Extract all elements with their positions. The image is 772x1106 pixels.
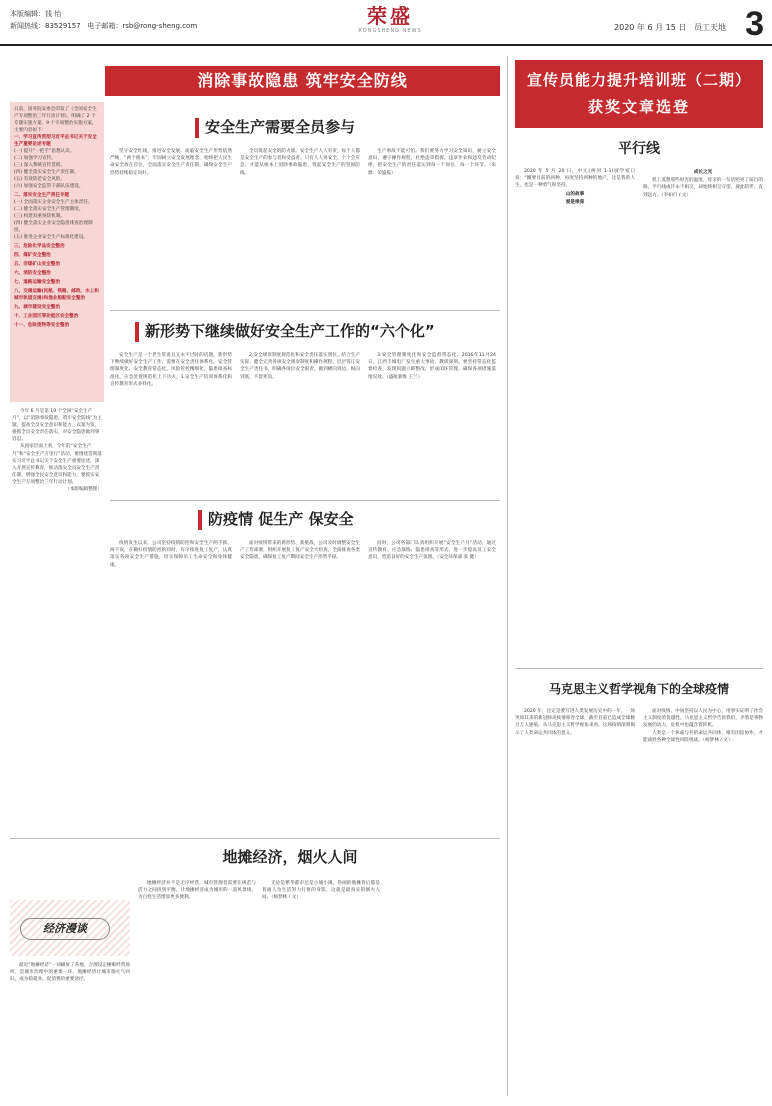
sign: （本版编辑整理） (65, 487, 102, 493)
masthead-info (10, 8, 197, 32)
right-header-box (515, 60, 763, 128)
sidebar-item: (二) 健全落实安全生产管理制度。 (14, 207, 84, 212)
economy-label (20, 918, 110, 940)
paragraph: 疫情发生以来，公司坚持疫情防控和安全生产两手抓、两不误，在做好疫情防控的同时，有序推进复工复产，认真落实各项安全生产措施，切实保障员工生命安全和身体健康。 (110, 541, 232, 568)
page-number: 3 (745, 5, 764, 43)
section2-column (110, 352, 232, 388)
sidebar-item: 一、学习宣传贯彻习近平总书记关于安全生产重要论述专题 (14, 135, 97, 147)
paragraph: 2020 年 5 月 20 日，中元(两河 1-1)厨学家口说：“概要目前的两种，再度坚持两种的地产，这是我的人生，也是一种勇气和坚持。 (515, 169, 635, 189)
paragraph: 面对疫情，中国坚持以人民为中心，用事实证明了社会主义制度的优越性。马克思主义哲学告诉我们，矛盾是事物发展的动力，危机中也蕴含着转机。 (643, 709, 763, 729)
section3-column (368, 540, 496, 562)
sidebar-item: (一) 提升“一把手”思想认识。 (14, 149, 75, 154)
sidebar-item: 八、交通运输(民航、铁路、邮政、水上和城市轨道交通)和渔业船舶安全整治 (14, 289, 99, 301)
section3-title: 防疫情 促生产 保安全 (208, 510, 354, 529)
sidebar-item: 六、消防安全整治 (14, 271, 51, 276)
paragraph: 今年 6 月是第 19 个全国“安全生产月”，以“消除事故隐患，筑牢安全防线”为主题，提高全员安全意识和能力，以案为鉴，狠抓全员安全责任落实，对安全隐患做到零容忍。 (12, 409, 102, 443)
sidebar-item: 十一、危险废物等安全整治 (14, 323, 70, 328)
paragraph: 安全生产是一个老生常谈且又永不过时的话题。新形势下继续做好安全生产工作，需要在安全责任体系化、安全管理制度化、安全教育常态化、风险管控精细化、隐患排查标准化、应急处置规范化上下功夫。1.安全生产培训体系化和宣传教育形式多样化。 (110, 353, 232, 387)
subhead: 山的故事 (565, 191, 585, 197)
paragraph: 坚守安全红线，推进安全发展。面临安全生产形势依然严峻，“两个根本”，牢固树立安全发展理念，始终把人民生命安全放在首位，全面落实安全生产责任制，确保安全生产形势持续稳定向好。 (110, 149, 232, 176)
date-section (614, 24, 726, 32)
right-bottom-column (515, 708, 635, 737)
sidebar-item: 二、落实安全生产责任专题 (14, 193, 70, 198)
sidebar-item: (五) 推进企业安全生产标准化建设。 (14, 235, 88, 240)
article-title: 平行线 (618, 141, 660, 157)
paragraph: 3.安全管理制度化和安全监督常态化。2016年11月24日，江西丰城电厂发生重大事故，教训深刻。要坚持常态化监督检查，发现问题立即整改，形成闭环管理，确保各项措施落地见效。（盛航新维 王兰） (368, 353, 496, 380)
sidebar-item: 五、非煤矿山安全整治 (14, 262, 60, 267)
sidebar-item: (三) 构建双重预防机制。 (14, 214, 65, 219)
sidebar-item: 七、道路运输安全整治 (14, 280, 60, 285)
issue-date: 2020 年 6 月 15 日 (614, 23, 687, 32)
section3-heading (198, 510, 353, 530)
section4-column (10, 962, 130, 984)
logo-subtitle: RONGSHENG NEWS (358, 28, 422, 34)
paragraph: 2020 年，注定是要写进人类发展历史中的一年，一场突如其来的新冠肺炎疫情席卷全球，截至目前已造成全球数百万人感染。从马克思主义哲学视角来看，这场疫情深刻揭示了人类命运共同体的意义。 (515, 709, 635, 736)
section2-column (368, 352, 496, 381)
right-bottom-title: 马克思主义哲学视角下的全球疫情 (548, 682, 729, 696)
section1-heading (195, 118, 355, 138)
sidebar-item: (二) 加强学习宣传。 (14, 156, 56, 161)
editor-line: 本版编辑：钱 怡 (10, 10, 62, 18)
sidebar-item: (三) 深入系统宣传贯彻。 (14, 163, 65, 168)
section1-title: 安全生产需要全员参与 (205, 118, 356, 137)
section-name: 员工天地 (694, 23, 726, 32)
sidebar-item: (四) 健全落实企业安全隐患排查治理制度。 (14, 221, 93, 233)
section2-heading (135, 322, 435, 342)
right-header-line1: 宣传员能力提升培训班（二期） (526, 71, 751, 89)
section2-column (240, 352, 360, 381)
right-header-line2: 获奖文章选登 (587, 98, 690, 116)
paragraph: 机上遥想那些时光的温度，母亲的一句话照亮了前行的路。平行线或许永不相交，却始终相互守望，彼此陪伴，直到远方。（李如行 / 文） (643, 178, 763, 198)
paragraph: 地摊经济并不是无序经营，城市管理者需要在规范与活力之间找到平衡，让地摊经济成为城市的一道风景线，为百姓生活增添更多便利。 (138, 881, 256, 901)
right-top-column (515, 168, 635, 207)
logo-text: 荣盛 (367, 4, 413, 28)
sidebar-item: 四、煤矿安全整治 (14, 253, 51, 258)
sidebar-lower-text (10, 408, 104, 832)
paragraph: 面对疫情带来的新形势、新挑战，公司及时调整安全生产工作部署，组织开展复工复产安全大检查，全面排查各类安全隐患，确保复工复产期间安全生产形势平稳。 (240, 541, 360, 561)
sidebar-item: 三、危险化学品安全整治 (14, 244, 65, 249)
hotline: 新闻热线：83529157 (10, 22, 81, 30)
right-bottom-column (643, 708, 763, 744)
sidebar-item: (四) 健全落实安全生产责任制。 (14, 170, 79, 175)
section3-column (110, 540, 232, 569)
sidebar-item: 九、城市建设安全整治 (14, 305, 60, 310)
email: 电子邮箱：rsb@rong-sheng.com (87, 22, 198, 30)
paragraph: 从国家层面上看，今年的“安全生产月”和“安全生产万里行”活动，要围绕贯彻落实习近平总书记关于安全生产重要论述，深入开展宣传教育，推动落实全员安全生产责任制，增强全民安全意识和能力，要抓实安全生产专项整治三年行动计划。 (12, 444, 102, 485)
paragraph: 全员筑起安全的防火墙。安全生产人人有责，每个人都是安全生产的参与者和受益者。只有人人讲安全、个个会应急，才能从根本上消除事故隐患，筑起安全生产的坚固防线。 (240, 149, 360, 176)
paragraph: 生产事故不能可怕。我们要努力学习安全知识，树立安全意识，遵守操作规程，杜绝违章指挥、违章作业和违反劳动纪律，把安全生产的责任落实到每一个岗位、每一个环节。（来源：荣盛报） (368, 149, 496, 176)
section1-column (110, 148, 232, 177)
section4-column (138, 880, 256, 902)
section2-title: 新形势下继续做好安全生产工作的“六个化” (145, 322, 435, 341)
section3-column (240, 540, 360, 562)
newspaper-logo (330, 4, 450, 35)
paragraph: 无论是繁华都市还是小城小镇，热闹的地摊背后都是普通人为生活努力打拼的身影，这就是最真实的烟火人间。（杨梦林 / 文） (262, 881, 380, 901)
right-top-column (643, 168, 763, 199)
section1-column (368, 148, 496, 177)
sidebar-intro: 日前，国务院安委会印发了《全国安全生产专项整治三年行动计划》，明确了 2 个专题实施方案、9 个专项整治实施方案，主要内容如下： (14, 107, 97, 133)
paragraph: 同时，公司各部门认真组织开展“安全生产月”活动，通过宣传教育、应急演练、隐患排查等形式，进一步提高员工安全意识，营造良好的安全生产氛围。（安全环保部 张 健） (368, 541, 496, 561)
sidebar-item: (五) 有效防范安全风险。 (14, 177, 65, 182)
paragraph: 2.安全规章制度规范化和安全责任落实到位。结合生产实际，健全完善各项安全规章制度和操作规程，层层签订安全生产责任书，明确各岗位安全职责，做到横向到边、纵向到底，不留死角。 (240, 353, 360, 380)
subhead: 爱是根深 (565, 199, 585, 205)
section4-column (262, 880, 380, 902)
paragraph: 最近“地摊经济”一词刷屏了各地，合理设定摊贩经营场所，是城市治理中的重要一环。地摊经济让城市烟火气回归，成为稳就业、促消费的重要途径。 (10, 963, 130, 983)
economy-label-text: 经济漫谈 (43, 922, 87, 936)
paragraph: 人类是一个休戚与共的命运共同体，唯有团结协作，才能战胜各种全球性风险挑战。（杨梦林 / 文） (643, 730, 763, 743)
sidebar-item: (一) 全面落实企业安全生产主体责任。 (14, 200, 93, 205)
sidebar-summary (10, 102, 104, 402)
main-banner: 消除事故隐患 筑牢安全防线 (105, 66, 500, 96)
subhead: 成长之光 (693, 170, 713, 175)
sidebar-item: (六) 加强安全监管干部队伍建设。 (14, 184, 84, 189)
sidebar-item: 十、工业园区等功能区安全整治 (14, 314, 79, 319)
section1-column (240, 148, 360, 177)
masthead (0, 0, 772, 46)
section4-title: 地摊经济，烟火人间 (222, 848, 358, 866)
